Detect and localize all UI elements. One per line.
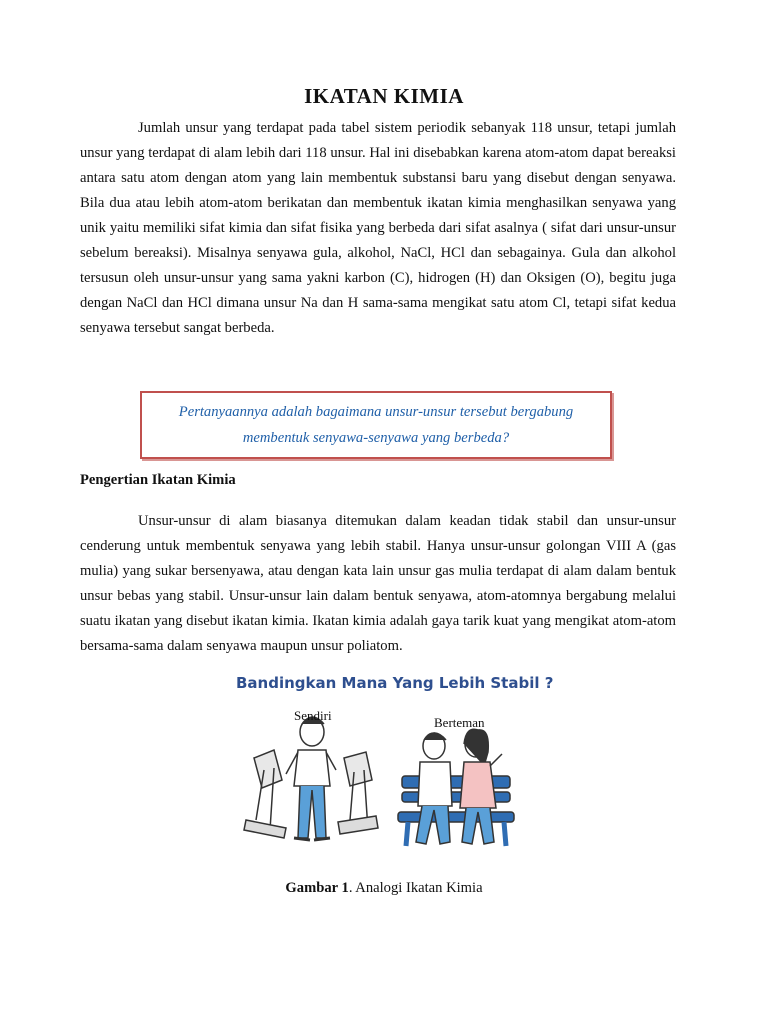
- figure-caption-label: Gambar 1: [285, 880, 349, 896]
- couple-on-bench-illustration: [398, 729, 514, 846]
- question-box: [140, 391, 612, 459]
- intro-paragraph-text: Jumlah unsur yang terdapat pada tabel sistem periodik sebanyak 118 unsur, tetapi jumlah unsur yang terdapat di alam lebih dari 118 unsur. Hal ini disebabkan karena atom-atom dapat bereaksi antara satu atom dengan atom yang lain membentuk substansi baru yang disebut dengan senyawa. Bila dua atau lebih atom-atom berikatan dan membentuk ikatan kimia menghasilkan senyawa yang unik yaitu memiliki sifat kimia dan sifat fisika yang berbeda dari sifat asalnya ( sifat dari unsur-unsur sebelum bereaksi). Misalnya senyawa gula, alkohol, NaCl, HCl dan sebagainya. Gula dan alkohol tersusun oleh unsur-unsur yang sama yakni karbon (C), hidrogen (H) dan Oksigen (O), begitu juga dengan NaCl dan HCl dimana unsur Na dan H sama-sama mengikat satu atom Cl, tetapi sifat kedua senyawa tersebut sangat berbeda.: [80, 120, 676, 336]
- question-text: Pertanyaannya adalah bagaimana unsur-unsur tersebut bergabung membentuk senyawa-senyawa yang berbeda?: [178, 404, 574, 446]
- figure-illustration: [226, 670, 554, 862]
- figure-caption: [0, 880, 768, 897]
- figure-analogy: [226, 670, 554, 862]
- lonely-person-illustration: [244, 717, 378, 840]
- figure-caption-text: . Analogi Ikatan Kimia: [348, 880, 483, 896]
- document-title: IKATAN KIMIA: [304, 84, 464, 108]
- intro-paragraph: [80, 116, 676, 341]
- section-heading: Pengertian Ikatan Kimia: [80, 472, 236, 488]
- figure-heading: Bandingkan Mana Yang Lebih Stabil ?: [236, 674, 554, 692]
- figure-label-alone: Sendiri: [294, 708, 332, 723]
- figure-label-together: Berteman: [434, 715, 485, 730]
- definition-paragraph: [80, 509, 676, 659]
- definition-paragraph-text: Unsur-unsur di alam biasanya ditemukan dalam keadan tidak stabil dan unsur-unsur cenderung untuk membentuk senyawa yang lebih stabil. Hanya unsur-unsur golongan VIII A (gas mulia) yang sukar bersenyawa, atau dengan kata lain unsur gas mulia terdapat di alam dalam bentuk unsur bebas yang stabil. Unsur-unsur lain dalam bentuk senyawa, atom-atomnya bergabung melalui suatu ikatan yang disebut ikatan kimia. Ikatan kimia adalah gaya tarik kuat yang mengikat atom-atom bersama-sama dalam senyawa maupun unsur poliatom.: [80, 513, 676, 654]
